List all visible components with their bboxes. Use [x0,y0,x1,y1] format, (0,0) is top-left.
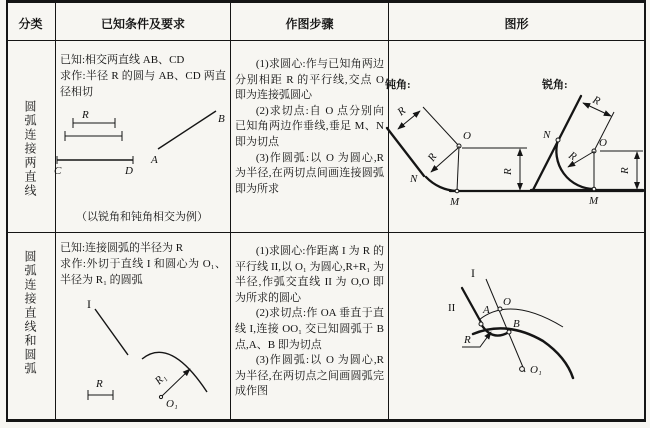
radius-r-label: R [464,334,471,346]
row1-step-3: (3)作圆弧:以 O 为圆心,R 为半径,在两切点间画连接圆弧即为所求 [235,151,384,195]
radius-r-label: R [425,151,440,164]
construction-arc [479,309,563,327]
row1-steps-text [235,57,384,197]
row2-step-3: (3)作圆弧:以 O 为圆心,R 为半径,在两切点之间画圆弧完成作图 [235,354,384,398]
tangent-m-point [592,187,596,191]
offset-r-label: R [590,93,602,108]
row1-known-text [60,52,226,100]
point-b-label: B [218,113,225,125]
header-cell-known: 已知条件及要求 [100,17,185,31]
given-arc [142,352,207,392]
radius-dimension [88,390,113,400]
row2-known-line2: 求作:外切于直线 I 和圆心为 O₁、半径为 R₁ 的圆弧 [60,258,226,286]
header-cell-figure: 图形 [504,17,529,31]
row2-category-label: 圆弧连接直线和圆弧 [23,250,37,376]
header-divider [6,40,645,41]
radius-dimension [73,118,115,128]
row-divider [6,232,645,233]
tangent-b-label: B [513,318,520,330]
given-line-oblique [387,128,424,176]
row2-steps-text [235,244,384,400]
tangent-m-point [455,189,459,193]
tangent-m-label: M [450,196,460,208]
center-o-label: O [599,137,607,149]
dim-r-label: R [96,378,103,390]
row2-step-2: (2)求切点:作 OA 垂直于直线 I,连接 OO₁ 交已知圆弧于 B 点,A、B 即为切点 [235,307,384,351]
tangent-n-label: N [543,129,551,141]
row1-known-line1: 已知:相交两直线 AB、CD [60,54,185,66]
vertical-r-label: R [502,168,514,175]
radius-r1-label: R₁ [152,371,169,388]
tangent-n-point [556,138,560,142]
line-ab [158,111,216,149]
tangent-a-point [479,322,483,326]
line-one-label: I [471,266,475,280]
radius-r-label: R [566,149,579,164]
tangent-m-label: M [589,195,599,207]
center-o-point [498,307,502,311]
fig-given-line-arc [54,290,230,415]
row1-step-1: (1)求圆心:作与已知角两边分别相距 R 的平行线,交点 O 即为连接弧圆心 [235,58,384,102]
fig-arc-two-lines [380,58,646,208]
tangent-n-label: N [410,173,418,185]
aux-line-two [462,288,482,324]
point-d-label: D [125,165,133,177]
header-cell-category: 分类 [18,17,43,31]
radius-r1-arrow [162,369,190,396]
table-border-bottom [6,419,645,422]
tangent-b-point [507,330,511,334]
acute-title: 锐角: [542,79,568,91]
table-border-top [6,0,645,3]
header-cell-steps: 作图步骤 [285,17,334,31]
row2-known-text [60,240,226,288]
center-o-label: O [503,296,511,308]
row2-step-1: (1)求圆心:作距离 I 为 R 的平行线 II,以 O₁ 为圆心,R+R₁ 为半径,作弧交直线 II 为 O,O 即为所求的圆心 [235,245,384,304]
offset-r-label: R [395,104,409,119]
table-border-left [6,0,8,422]
acute-case [531,77,643,207]
row1-category-label: 圆弧连接两直线 [23,100,37,198]
dim-r-label: R [82,109,89,121]
point-a-label: A [151,154,158,166]
row2-known-line1: 已知:连接圆弧的半径为 R [60,242,184,254]
center-o1-label: O₁ [166,398,178,410]
col-divider-2 [230,2,231,419]
fig-given-lines [54,100,230,204]
obtuse-title: 钝角: [385,79,411,91]
row1-step-2: (2)求切点:自 O 点分别向已知角两边作垂线,垂足 M、N 即为切点 [235,104,384,148]
center-o-label: O [463,130,471,142]
center-o1-point [520,367,525,372]
tangent-a-label: A [483,304,490,316]
row1-known-caption: （以锐角和钝角相交为例） [76,211,208,223]
line-two-label: II [448,302,456,314]
length-dimension [65,131,122,141]
point-c-label: C [54,165,62,177]
parallel-aux-line [423,107,459,146]
perpendicular-om [457,146,459,191]
center-o1-label: O₁ [530,364,542,376]
given-line-one [95,309,128,355]
row1-known-line2: 求作:半径 R 的圆与 AB、CD 两直径相切 [60,70,226,98]
connecting-arc [426,177,457,191]
connecting-arc [556,140,594,189]
vertical-r-label: R [619,167,631,174]
fig-arc-line-and-arc [440,255,640,415]
line-one-label: I [87,297,91,311]
